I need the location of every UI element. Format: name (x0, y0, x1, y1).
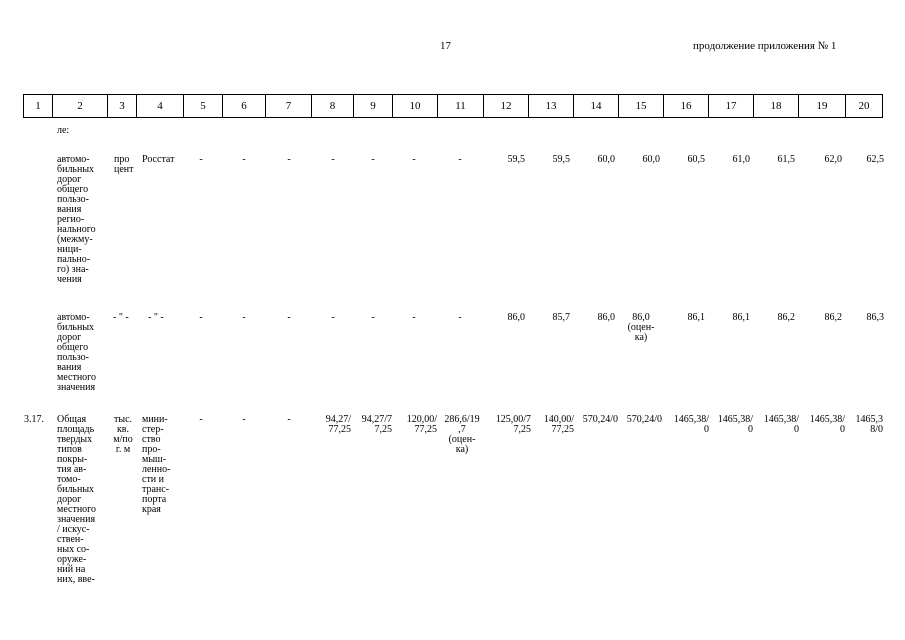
value-cell: - (199, 414, 203, 425)
source-cell: Росстат (142, 154, 175, 165)
unit-cell: про цент (114, 154, 134, 175)
col-header-6: 6 (222, 94, 266, 118)
col-header-17: 17 (708, 94, 754, 118)
col-header-8: 8 (311, 94, 354, 118)
continuation-text: ле: (57, 125, 70, 136)
value-cell: 140,00/ 77,25 (543, 414, 574, 435)
value-cell: - (242, 414, 246, 425)
value-cell: 61,5 (777, 154, 795, 165)
value-cell: 85,7 (552, 312, 570, 323)
unit-cell: - " - (113, 312, 129, 323)
value-cell: 120,00/ 77,25 (406, 414, 437, 435)
col-header-4: 4 (136, 94, 184, 118)
indicator-name: автомо- бильных дорог общего пользо- вания местного значения (57, 312, 97, 393)
row-number: 3.17. (24, 414, 44, 425)
value-cell: - (287, 154, 291, 165)
appendix-label: продолжение приложения № 1 (693, 40, 837, 52)
value-cell: 86,1 (732, 312, 750, 323)
value-cell: 1465,38/ 0 (763, 414, 799, 435)
value-cell: - (371, 312, 375, 323)
col-header-13: 13 (528, 94, 574, 118)
value-cell: - (242, 312, 246, 323)
value-cell: - (371, 154, 375, 165)
indicator-name: автомо- бильных дорог общего пользо- вания регио- нального (межму- ници- пально- го) зна- чения (57, 154, 96, 285)
value-cell: - (331, 154, 335, 165)
value-cell: 86,0 (оцен- ка) (627, 312, 655, 343)
source-cell: - " - (148, 312, 164, 323)
value-cell: - (287, 312, 291, 323)
value-cell: 62,0 (824, 154, 842, 165)
page-number: 17 (440, 40, 451, 52)
col-header-12: 12 (483, 94, 529, 118)
col-header-7: 7 (265, 94, 312, 118)
value-cell: 570,24/0 (626, 414, 662, 425)
value-cell: - (199, 154, 203, 165)
value-cell: 86,3 (866, 312, 884, 323)
value-cell: 286,6/19 ,7 (оцен- ка) (444, 414, 480, 455)
value-cell: 1465,38/ 0 (809, 414, 845, 435)
indicator-name: Общая площадь твердых типов покры- тия ав- томо- бильных дорог местного значения / искус- ствен- ных со- оруже- ний на них, вве- (57, 414, 97, 585)
value-cell: - (458, 312, 462, 323)
value-cell: 1465,38/ 0 (673, 414, 709, 435)
value-cell: - (412, 154, 416, 165)
col-header-10: 10 (392, 94, 438, 118)
col-header-15: 15 (618, 94, 664, 118)
value-cell: - (331, 312, 335, 323)
value-cell: 62,5 (866, 154, 884, 165)
col-header-19: 19 (798, 94, 846, 118)
value-cell: 94,27/7 7,25 (361, 414, 392, 435)
col-header-20: 20 (845, 94, 883, 118)
value-cell: 86,1 (687, 312, 705, 323)
value-cell: 59,5 (552, 154, 570, 165)
col-header-11: 11 (437, 94, 484, 118)
col-header-1: 1 (23, 94, 53, 118)
value-cell: 60,0 (642, 154, 660, 165)
col-header-3: 3 (107, 94, 137, 118)
value-cell: 86,2 (824, 312, 842, 323)
value-cell: 1465,38/ 0 (717, 414, 753, 435)
value-cell: 94,27/ 77,25 (325, 414, 351, 435)
value-cell: - (287, 414, 291, 425)
col-header-18: 18 (753, 94, 799, 118)
value-cell: - (412, 312, 416, 323)
col-header-16: 16 (663, 94, 709, 118)
value-cell: 86,0 (507, 312, 525, 323)
value-cell: 60,5 (687, 154, 705, 165)
source-cell: мини- стер- ство про- мыш- ленно- сти и транс- порта края (142, 414, 171, 515)
value-cell: 59,5 (507, 154, 525, 165)
value-cell: 125,00/7 7,25 (495, 414, 531, 435)
value-cell: 86,2 (777, 312, 795, 323)
col-header-9: 9 (353, 94, 393, 118)
value-cell: - (242, 154, 246, 165)
col-header-2: 2 (52, 94, 108, 118)
value-cell: - (458, 154, 462, 165)
col-header-14: 14 (573, 94, 619, 118)
value-cell: 1465,3 8/0 (855, 414, 883, 435)
value-cell: 570,24/0 (582, 414, 618, 425)
value-cell: - (199, 312, 203, 323)
value-cell: 61,0 (732, 154, 750, 165)
col-header-5: 5 (183, 94, 223, 118)
value-cell: 60,0 (597, 154, 615, 165)
unit-cell: тыс. кв. м/по г. м (113, 414, 133, 455)
value-cell: 86,0 (597, 312, 615, 323)
